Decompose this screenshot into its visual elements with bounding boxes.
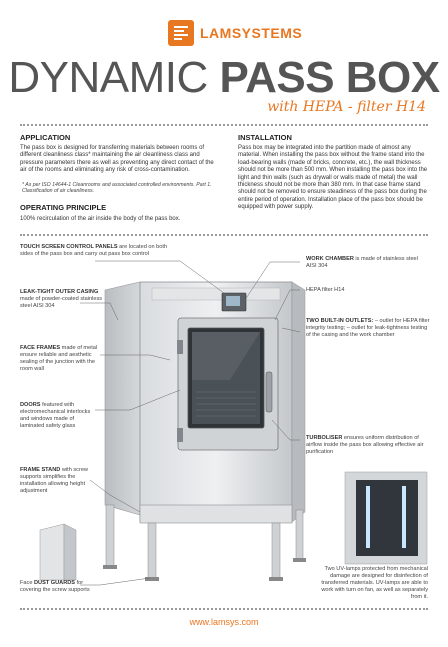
- callout-stand-text: with screw supports simplifies the installation allowing height adjustment: [20, 467, 88, 494]
- title-part-1: DYNAMIC: [8, 53, 208, 102]
- callout-doors-text: featured with electromechanical interlocks and windows made of laminated safety glass: [20, 402, 91, 429]
- callout-turboliser: [306, 435, 428, 456]
- callout-outlets: [306, 318, 432, 339]
- footer-url[interactable]: www.lamsys.com: [189, 617, 259, 627]
- application-heading: APPLICATION: [20, 133, 71, 142]
- callout-outlets-title: TWO BUILT-IN OUTLETS:: [306, 318, 374, 324]
- callout-dust-guards: [20, 580, 92, 594]
- callout-uv-text: Two UV-lamps protected from mechanical damage are designed for disinfection of transferred materials. UV-lamps are able to work with turn on fan, as well as separately from it.: [321, 566, 428, 600]
- callout-doors: [20, 402, 98, 430]
- callout-touch-text: are located on both sides of the pass box and carry out pass box control: [20, 244, 168, 257]
- callout-turbo-text: ensures uniform distribution of airflow inside the pass box allowing effective air purification: [306, 435, 424, 455]
- callout-touch-title: TOUCH SCREEN CONTROL PANELS: [20, 244, 118, 250]
- callout-stand-title: FRAME STAND: [20, 467, 61, 473]
- callout-frame-stand: [20, 467, 94, 495]
- divider-bottom: [20, 608, 428, 610]
- installation-heading: INSTALLATION: [238, 133, 292, 142]
- callout-hepa: [306, 287, 428, 294]
- title-part-2: PASS BOX: [219, 53, 440, 102]
- callout-guards-text: for covering the screw supports: [20, 580, 90, 593]
- callout-chamber-title: WORK CHAMBER: [306, 256, 354, 262]
- callout-chamber-text: is made of stainless steel AISI 304: [306, 256, 418, 269]
- callout-face-title: FACE FRAMES: [20, 345, 61, 351]
- callout-doors-title: DOORS: [20, 402, 41, 408]
- application-footnote: * As per ISO 14644-1 Cleanrooms and associated controlled environments. Part 1. Classification of air cleanliness.: [22, 181, 212, 195]
- callout-work-chamber: [306, 256, 428, 270]
- application-body: The pass box is designed for transferring materials between rooms of different cleanliness class* maintaining the air cleanliness class and pressure parameters there as well as preventing any direct contact of the air of the rooms and eliminating any risk of cross-contamination.: [20, 145, 214, 174]
- installation-body: Pass box may be integrated into the partition made of almost any material. When installing the pass box without the frame stand into the load-bearing walls (made of bricks, concrete, etc.), the wall thickness should not be more than 500 mm. When installing the pass box into the light and thin walls (such as drywall or walls made of metal) the wall thickness should not be more than 380 mm. In that case frame stand should not be removed to ensure steadiness of the pass box during the entire period of operation. Installation place of the pass box should be equipped with power supply.: [238, 145, 428, 211]
- page-subtitle: with HEPA - filter H14: [267, 99, 426, 115]
- operating-heading: OPERATING PRINCIPLE: [20, 203, 107, 213]
- callout-face-text: made of metal ensure reliable and aesthetic sealing of the junction with the room wall: [20, 345, 98, 372]
- callout-uv-lamps: [320, 566, 428, 601]
- callout-hepa-text: HEPA filter H14: [306, 287, 345, 293]
- callout-casing-text: made of powder-coated stainless steel AISI 304: [20, 296, 103, 309]
- brand-name: LAMSYSTEMS: [200, 25, 303, 41]
- callout-casing-title: LEAK-TIGHT OUTER CASING: [20, 289, 99, 295]
- callout-guards-title: DUST GUARDS: [34, 580, 76, 586]
- callout-outer-casing: [20, 289, 105, 310]
- callout-outlets-text: – outlet for HEPA filter integrity testing; – outlet for leak-tightness testing of the casing and the work chamber: [306, 318, 430, 338]
- operating-body: 100% recirculation of the air inside the body of the pass box.: [20, 216, 181, 223]
- callout-touch-panels: [20, 244, 170, 258]
- callout-turbo-title: TURBOLISER: [306, 435, 343, 441]
- callout-guards-pre: Face: [20, 580, 33, 586]
- callout-face-frames: [20, 345, 100, 373]
- dust-guard-illustration: [40, 524, 64, 580]
